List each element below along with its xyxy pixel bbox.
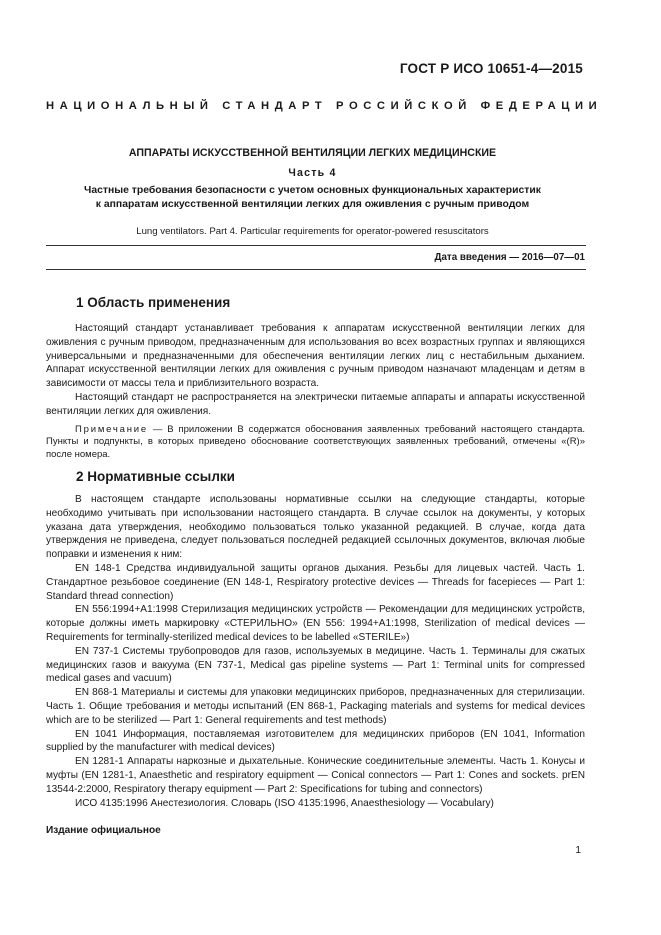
section-2-body — [46, 493, 585, 810]
page-number: 1 — [575, 845, 581, 856]
reference-item: EN 1041 Информация, поставляемая изготовителем для медицинских приборов (EN 1041, Information supplied by the manufacturer with medical devices) — [46, 728, 585, 754]
section-1-note — [46, 424, 585, 462]
document-title: АППАРАТЫ ИСКУССТВЕННОЙ ВЕНТИЛЯЦИИ ЛЕГКИХ МЕДИЦИНСКИЕ — [128, 147, 497, 159]
section-2-heading: 2 Нормативные ссылки — [76, 469, 235, 484]
subtitle-line-2: к аппаратам искусственной вентиляции легких для оживления с ручным приводом — [95, 199, 530, 210]
document-subtitle — [40, 184, 585, 212]
official-edition-label: Издание официальное — [46, 825, 161, 836]
document-part: Часть 4 — [288, 167, 337, 179]
note-label: Примечание — [75, 423, 148, 435]
introduction-date: Дата введения — 2016—07—01 — [434, 252, 585, 263]
section-1-paragraph: Настоящий стандарт не распространяется на электрически питаемые аппараты и аппараты искусственной вентиляции легких для оживления. — [46, 391, 585, 417]
subtitle-line-1: Частные требования безопасности с учетом основных функциональных характеристик — [84, 185, 541, 196]
divider-top — [46, 245, 586, 246]
reference-item: EN 556:1994+A1:1998 Стерилизация медицинских устройств — Рекомендации для медицинских устройств, которые должны иметь маркировку «СТЕРИЛЬНО» (EN 556: 1994+A1:1998, Sterilization of medical devices — Requirements for terminally-sterilized medical devices to be labelled «STERILE») — [46, 604, 585, 643]
note-text: — В приложении В содержатся обоснования заявленных требований настоящего стандарта. Пункты и подпункты, в которых приведено обоснование соответствующих заявленных требований, отмечены «(R)» после номера. — [46, 423, 585, 460]
section-1-body — [46, 322, 585, 461]
section-1-paragraph: Настоящий стандарт устанавливает требования к аппаратам искусственной вентиляции легких для оживления с ручным приводом, предназначенным для использования во всех возрастных группах и являющихся универсальными и предназначенными для обеспечения вентиляции легких лиц с нестабильным дыханием. Аппарат искусственной вентиляции легких для оживления с ручным приводом назначают младенцам и детям в зависимости от массы тела и приблизительного возраста. — [46, 323, 585, 390]
section-1-heading: 1 Область применения — [76, 295, 231, 310]
reference-item: EN 737-1 Системы трубопроводов для газов, используемых в медицине. Часть 1. Терминалы для сжатых медицинских газов и вакуума (EN 737-1, Medical gas pipeline systems — Part 1: Terminal units for compressed medical gases and vacuum) — [46, 645, 585, 685]
divider-bottom — [46, 269, 586, 270]
english-title: Lung ventilators. Part 4. Particular requirements for operator-powered resuscitators — [136, 226, 489, 237]
document-number: ГОСТ Р ИСО 10651-4—2015 — [399, 61, 583, 76]
section-2-intro: В настоящем стандарте использованы нормативные ссылки на следующие стандарты, которые необходимо учитывать при использовании настоящего стандарта. В случае ссылок на документы, у которых указана дата утверждения, необходимо пользоваться только указанной редакцией. В случае, когда дата утверждения не приведена, следует пользоваться последней редакцией ссылочных документов, включая любые поправки и изменения к ним: — [46, 494, 585, 561]
reference-item: EN 148-1 Средства индивидуальной защиты органов дыхания. Резьбы для лицевых частей. Часть 1. Стандартное резьбовое соединение (EN 148-1, Respiratory protective devices — Threads for facepieces — Part 1: Standard thread connection) — [46, 562, 585, 602]
reference-item: EN 1281-1 Аппараты наркозные и дыхательные. Конические соединительные элементы. Часть 1. Конусы и муфты (EN 1281-1, Anaesthetic and respiratory equipment — Conical connectors — Part 1: Cones and sockets. prEN 13544-2:2000, Respiratory therapy equipment — Part 2: Specifications for tubing and connectors) — [46, 756, 585, 795]
reference-item: EN 868-1 Материалы и системы для упаковки медицинских приборов, предназначенных для стерилизации. Часть 1. Общие требования и методы испытаний (EN 868-1, Packaging materials and systems for medical devices which are to be sterilized — Part 1: General requirements and test methods) — [46, 687, 585, 726]
reference-item: ИСО 4135:1996 Анестезиология. Словарь (ISO 4135:1996, Anaesthesiology — Vocabulary) — [75, 797, 494, 809]
national-standard-banner: НАЦИОНАЛЬНЫЙ СТАНДАРТ РОССИЙСКОЙ ФЕДЕРАЦИИ — [46, 100, 603, 112]
